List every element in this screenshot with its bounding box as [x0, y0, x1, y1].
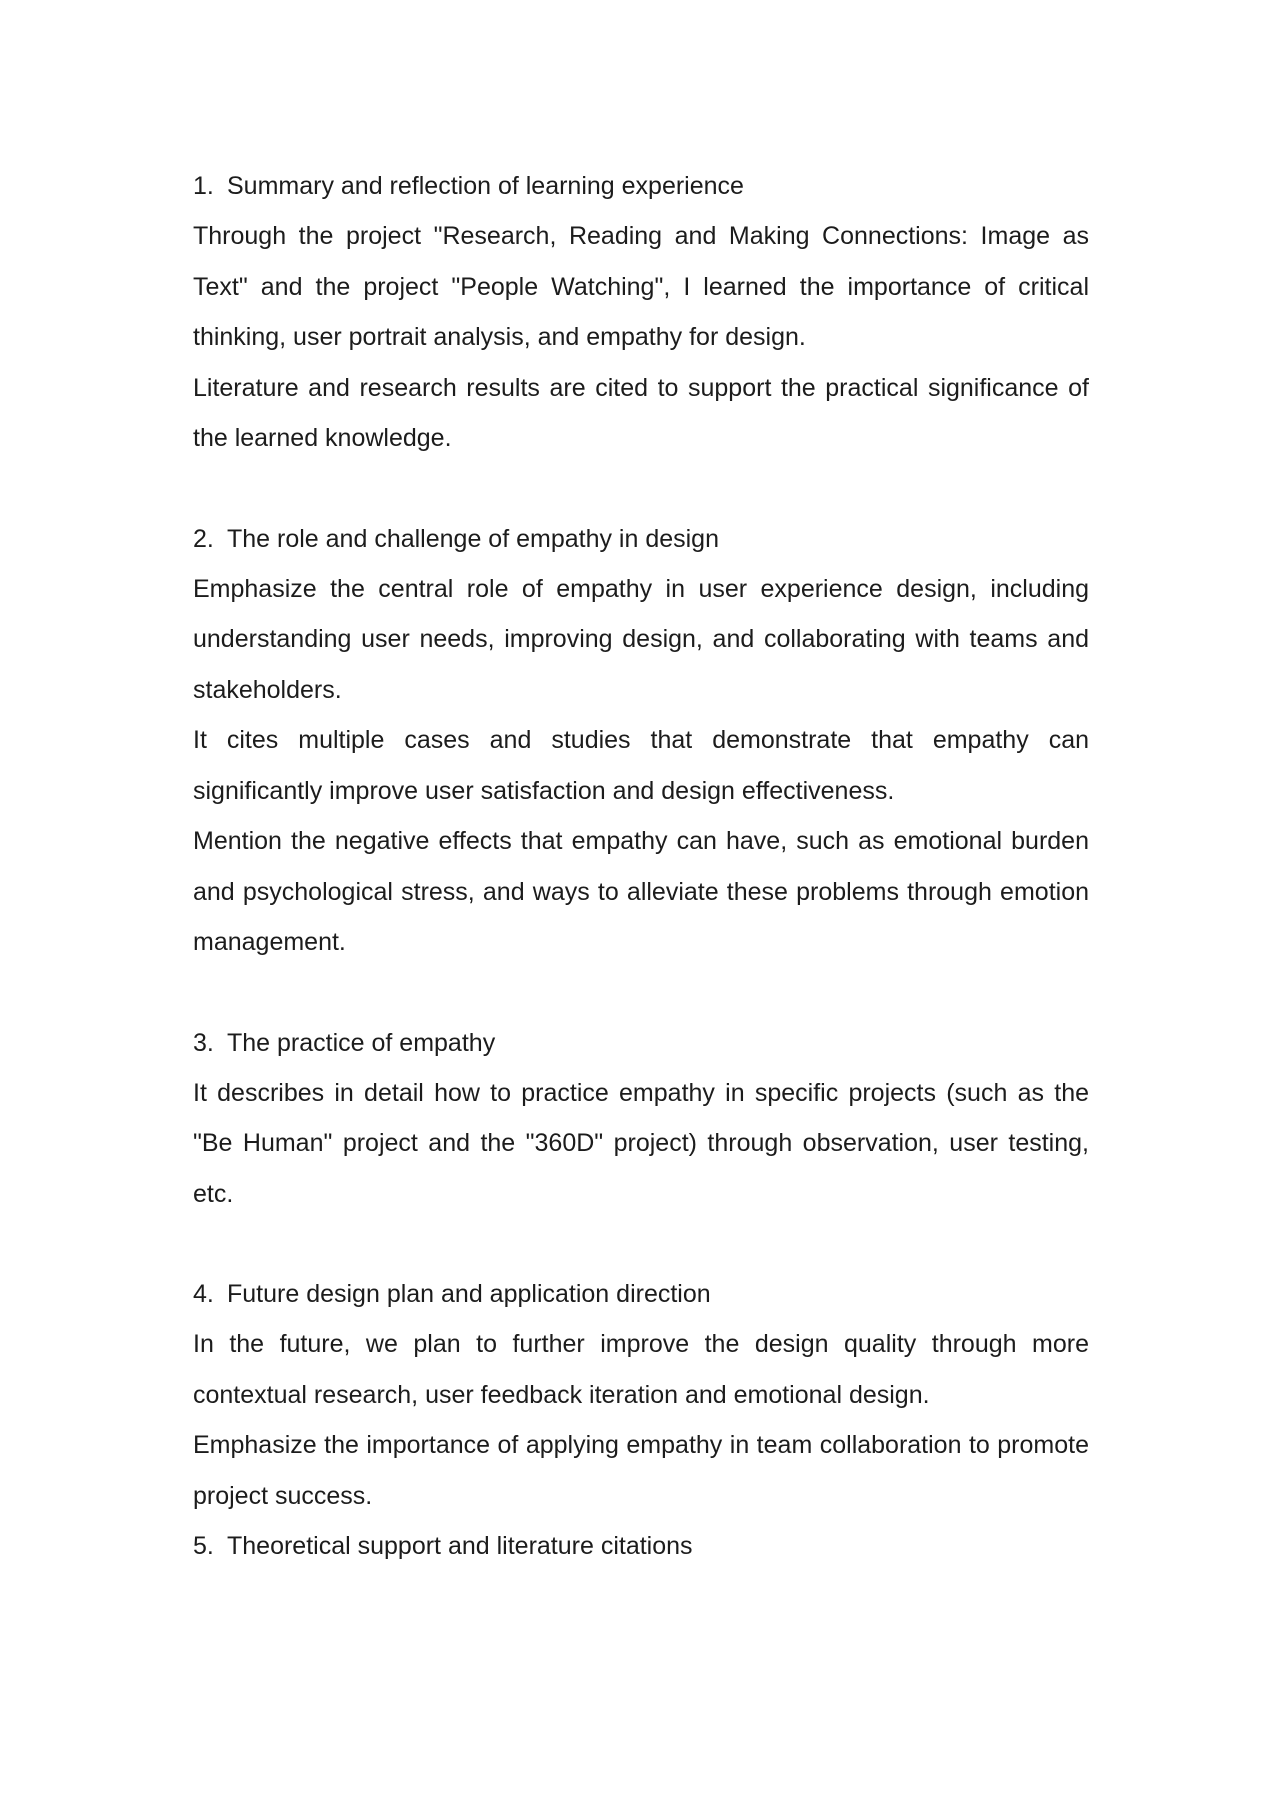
document-page — [193, 161, 1089, 1571]
paragraph: It describes in detail how to practice empathy in specific projects (such as the "Be Human" project and the "360D" project) through observation, user testing, etc. — [193, 1078, 1089, 1208]
section-number: 2. — [193, 524, 214, 553]
section-number: 1. — [193, 172, 214, 200]
section-gap — [193, 464, 1089, 514]
section-number: 4. — [193, 1280, 214, 1308]
paragraph: It cites multiple cases and studies that demonstrate that empathy can significantly improve user satisfaction and design effectiveness. — [193, 726, 1089, 805]
section-gap — [193, 968, 1089, 1018]
section-number: 3. — [193, 1028, 214, 1057]
paragraph: Through the project "Research, Reading and Making Connections: Image as Text" and the project "People Watching", I learned the importance of critical thinking, user portrait analysis, and empathy for design. — [193, 222, 1089, 351]
paragraph: Emphasize the central role of empathy in user experience design, including understanding user needs, improving design, and collaborating with teams and stakeholders. — [193, 574, 1089, 704]
paragraph: Mention the negative effects that empathy can have, such as emotional burden and psychological stress, and ways to alleviate these problems through emotion management. — [193, 827, 1089, 956]
section-number: 5. — [193, 1532, 214, 1560]
section-title: The practice of empathy — [227, 1028, 496, 1057]
section-5 — [193, 1521, 1089, 1571]
section-title: The role and challenge of empathy in design — [227, 524, 719, 553]
section-title: Future design plan and application direction — [227, 1280, 711, 1308]
section-4 — [193, 1269, 1089, 1521]
section-heading — [193, 514, 1089, 564]
section-title: Summary and reflection of learning experience — [227, 172, 744, 200]
section-heading — [193, 1018, 1089, 1068]
section-heading — [193, 161, 1089, 211]
section-heading — [193, 1521, 1089, 1571]
paragraph: Emphasize the importance of applying empathy in team collaboration to promote project success. — [193, 1431, 1089, 1510]
section-2 — [193, 514, 1089, 968]
section-1 — [193, 161, 1089, 464]
section-gap — [193, 1219, 1089, 1269]
section-title: Theoretical support and literature citations — [227, 1532, 693, 1560]
section-3 — [193, 1018, 1089, 1220]
paragraph: Literature and research results are cited to support the practical significance of the learned knowledge. — [193, 373, 1089, 452]
paragraph: In the future, we plan to further improve the design quality through more contextual research, user feedback iteration and emotional design. — [193, 1330, 1089, 1409]
section-heading — [193, 1269, 1089, 1319]
